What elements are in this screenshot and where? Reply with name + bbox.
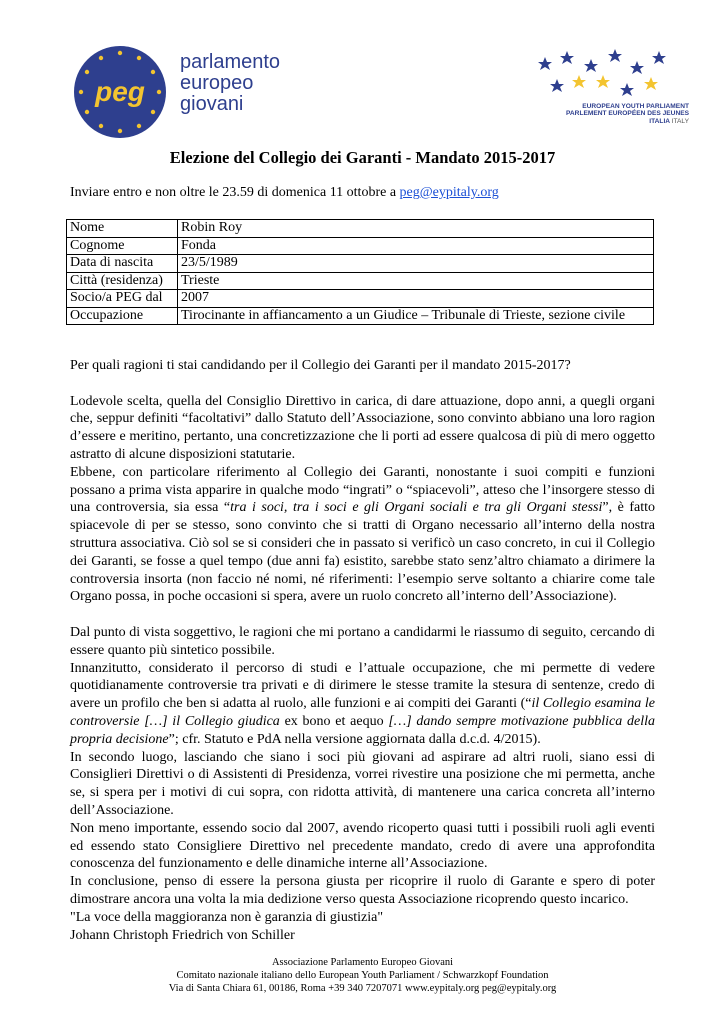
info-label: Occupazione bbox=[67, 307, 178, 325]
info-value: Trieste bbox=[178, 272, 654, 290]
closing-quote: "La voce della maggioranza non è garanzia di giustizia" bbox=[70, 909, 384, 925]
question-text: Per quali ragioni ti stai candidando per il Collegio dei Garanti per il mandato 2015-2017? bbox=[70, 358, 571, 373]
info-value: Tirocinante in affiancamento a un Giudice – Tribunale di Trieste, sezione civile bbox=[178, 307, 654, 325]
essay-body bbox=[70, 357, 655, 944]
eyp-stars-logo bbox=[527, 45, 677, 105]
eyp-country: ITALIA bbox=[649, 117, 670, 125]
paragraph: In conclusione, penso di essere la persona giusta per ricoprire il ruolo di Garante e spero di poter dimostrare ancora una volta la mia dedizione verso questa Associazione ricoprendo questo incarico. bbox=[70, 874, 655, 907]
letterhead bbox=[0, 0, 725, 140]
info-label: Nome bbox=[67, 220, 178, 238]
table-row bbox=[67, 272, 654, 290]
info-value: Fonda bbox=[178, 237, 654, 255]
info-value: 23/5/1989 bbox=[178, 255, 654, 273]
page-footer bbox=[0, 956, 725, 995]
info-value: 2007 bbox=[178, 290, 654, 308]
eyp-line-fr: PARLEMENT EUROPÉEN DES JEUNES bbox=[566, 110, 689, 118]
quote-author: Johann Christoph Friedrich von Schiller bbox=[70, 927, 295, 943]
peg-logo bbox=[70, 42, 170, 142]
paragraph: Innanzitutto, considerato il percorso di studi e l’attuale occupazione, che mi permette di vedere quotidianamente controversie tra privati e di dirimere le stesse tramite la stesura di sentenze, credo di avere un profilo che ben si adatta al ruolo, alle funzioni e ai compiti dei Garanti (“il Collegio esamina le controversie […] il Collegio giudica ex bono et aequo […] dando sempre motivazione pubblica della propria decisione”; cfr. Statuto e PdA nella versione aggiornata dalla d.c.d. 4/2015). bbox=[70, 660, 656, 747]
page-title: Elezione del Collegio dei Garanti - Mandato 2015-2017 bbox=[169, 148, 556, 167]
logo-initials: peg bbox=[95, 76, 145, 107]
paragraph: Non meno importante, essendo socio dal 2007, avendo ricoperto quasi tutti i possibili ruoli agli eventi ed essendo stato Consigliere Direttivo nel precedente mandato, credo di avere una approfondita conoscenza del funzionamento e delle dinamiche interne all’Associazione. bbox=[70, 820, 655, 872]
paragraph: In secondo luogo, lasciando che siano i soci più giovani ad aspirare ad altri ruoli, siano essi di Consiglieri Direttivi o di Assistenti di Presidenza, vorrei rivestire una posizione che mi permetta, anche se, si spera per i motivi di cui sopra, con ridotta attività, di mantenere una carica concreta all’interno dell’Associazione. bbox=[70, 749, 655, 818]
info-value: Robin Roy bbox=[178, 220, 654, 238]
statute-quote: il Collegio esamina le controversie […] il Collegio giudica bbox=[70, 696, 656, 729]
eyp-country-en: ITALY bbox=[671, 117, 689, 125]
info-label: Città (residenza) bbox=[67, 272, 178, 290]
eyp-line-en: EUROPEAN YOUTH PARLIAMENT bbox=[582, 103, 689, 110]
paragraph: Lodevole scelta, quella del Consiglio Direttivo in carica, di dare attuazione, dopo anni, a quegli organi che, seppur definiti “facoltativi” dallo Statuto dell’Associazione, sono convinto abbiano una loro ragion d’essere e meritino, pertanto, una concretizzazione che li porti ad essere qualcosa di più di mero oggetto astratto di alcune disposizioni statutarie. bbox=[70, 393, 655, 462]
footer-line: Associazione Parlamento Europeo Giovani bbox=[271, 957, 454, 968]
info-label: Cognome bbox=[67, 237, 178, 255]
statute-quote: tra i soci, tra i soci e gli Organi sociali e tra gli Organi stessi bbox=[230, 500, 603, 516]
eyp-wordmark bbox=[566, 103, 689, 125]
table-row bbox=[67, 290, 654, 308]
deadline-note bbox=[70, 185, 499, 201]
footer-line: Via di Santa Chiara 61, 00186, Roma +39 340 7207071 www.eypitaly.org peg@eypitaly.org bbox=[168, 983, 557, 994]
paragraph: Dal punto di vista soggettivo, le ragioni che mi portano a candidarmi le riassumo di seguito, cercando di essere quanto più sintetico possibile. bbox=[70, 624, 655, 658]
logo-line-2: europeo bbox=[180, 72, 254, 94]
table-row bbox=[67, 307, 654, 325]
logo-wordmark bbox=[180, 52, 280, 115]
table-row bbox=[67, 237, 654, 255]
candidate-info-table bbox=[66, 219, 654, 325]
email-link[interactable]: peg@eypitaly.org bbox=[399, 185, 499, 200]
table-row bbox=[67, 255, 654, 273]
footer-line: Comitato nazionale italiano dello European Youth Parliament / Schwarzkopf Foundation bbox=[176, 970, 549, 981]
deadline-text: Inviare entro e non oltre le 23.59 di domenica 11 ottobre a bbox=[70, 185, 400, 200]
statute-quote: […] dando sempre motivazione pubblica della propria decisione bbox=[70, 713, 655, 747]
table-row bbox=[67, 220, 654, 238]
paragraph: Ebbene, con particolare riferimento al Collegio dei Garanti, nonostante i suoi compiti e funzioni possano a prima vista apparire in qualche modo “ingrati” o “spiacevoli”, atteso che l’insorgere stesso di una controversia, sia essa “tra i soci, tra i soci e gli Organi sociali e tra gli Organi stessi”, è fatto spiacevole di per se stesso, sono convinto che si tratti di Organo necessario all’interno della nostra struttura associativa. Ciò sol se si consideri che in passato si verificò un caso concreto, in cui il Collegio dei Garanti, se fosse a quel tempo (due anni fa) esistito, sarebbe stato senz’altro chiamato a dirimere la controversia insorta (non faccio né nomi, né riferimenti: l’esempio serve soltanto a chiarire come tale Organo possa, in poche occasioni si spera, avere un ruolo concreto all’interno dell’Associazione). bbox=[70, 464, 655, 605]
logo-line-1: parlamento bbox=[180, 51, 281, 73]
logo-line-3: giovani bbox=[180, 93, 244, 115]
info-label: Data di nascita bbox=[67, 255, 178, 273]
info-label: Socio/a PEG dal bbox=[67, 290, 178, 308]
